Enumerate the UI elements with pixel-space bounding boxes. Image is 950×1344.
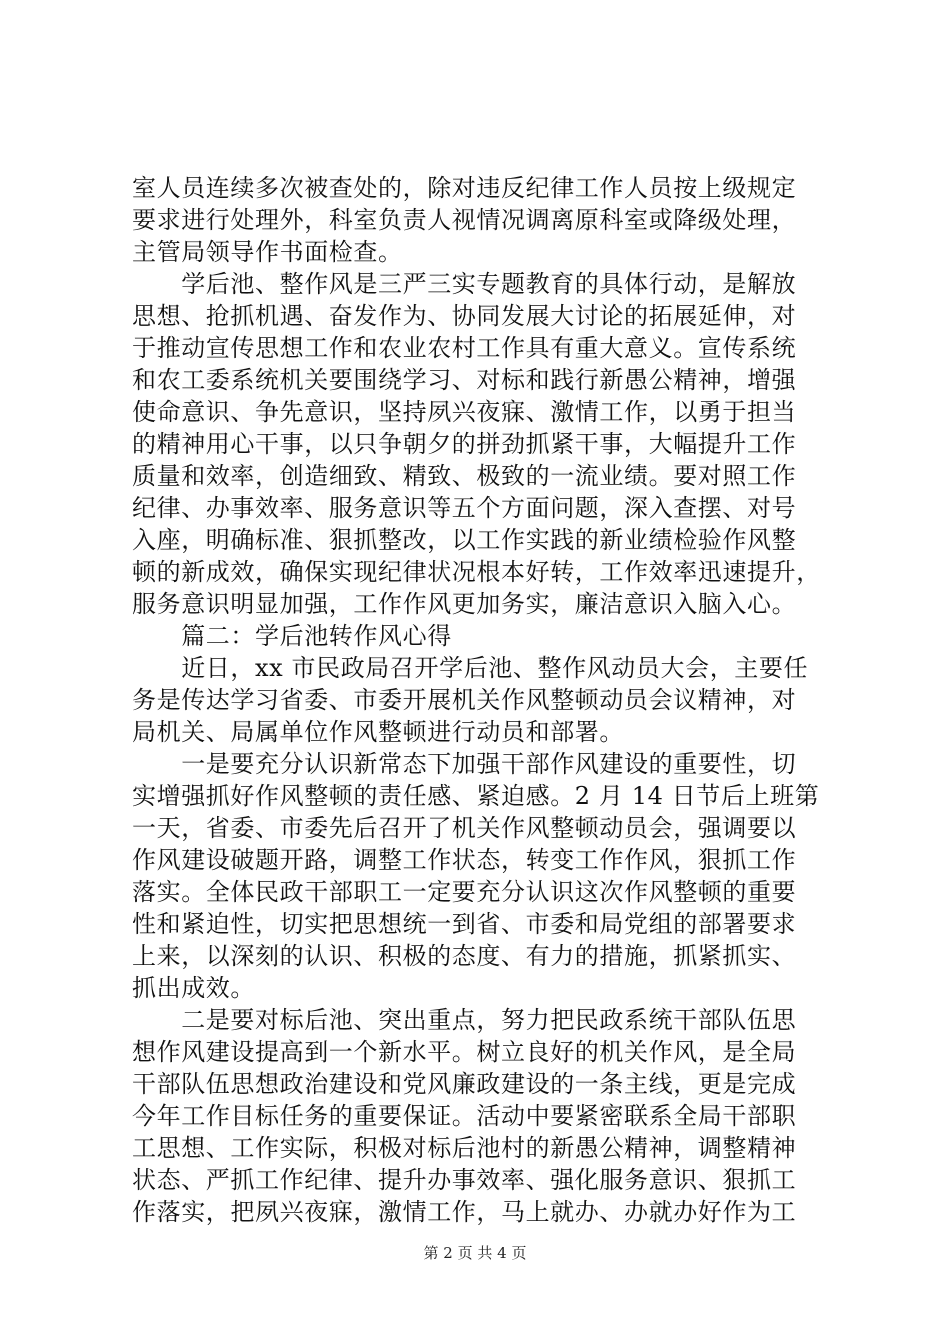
text-line: 于推动宣传思想工作和农业农村工作具有重大意义。宣传系统 [132, 334, 797, 362]
text-line: 的精神用心干事，以只争朝夕的拼劲抓紧干事，大幅提升工作 [132, 430, 797, 458]
text-line: 近日，xx 市民政局召开学后池、整作风动员大会，主要任 [132, 654, 809, 682]
text-line: 和农工委系统机关要围绕学习、对标和践行新愚公精神，增强 [132, 366, 797, 394]
text-line: 落实。全体民政干部职工一定要充分认识这次作风整顿的重要 [132, 878, 797, 906]
text-line: 主管局领导作书面检查。 [132, 238, 403, 266]
text-line: 使命意识、争先意识，坚持夙兴夜寐、激情工作，以勇于担当 [132, 398, 797, 426]
text-line: 质量和效率，创造细致、精致、极致的一流业绩。要对照工作 [132, 462, 797, 490]
text-line: 今年工作目标任务的重要保证。活动中要紧密联系全局干部职 [132, 1102, 797, 1130]
text-line: 性和紧迫性，切实把思想统一到省、市委和局党组的部署要求 [132, 910, 797, 938]
text-line: 室人员连续多次被查处的，除对违反纪律工作人员按上级规定 [132, 174, 797, 202]
text-line: 状态、严抓工作纪律、提升办事效率、强化服务意识、狠抓工 [132, 1166, 797, 1194]
text-line: 上来，以深刻的认识、积极的态度、有力的措施，抓紧抓实、 [132, 942, 797, 970]
text-line: 二是要对标后池、突出重点，努力把民政系统干部队伍思 [132, 1006, 797, 1034]
text-line: 工思想、工作实际，积极对标后池村的新愚公精神，调整精神 [132, 1134, 797, 1162]
text-line: 干部队伍思想政治建设和党风廉政建设的一条主线，更是完成 [132, 1070, 797, 1098]
document-body [132, 172, 832, 1228]
text-line: 抓出成效。 [132, 974, 255, 1002]
text-line: 入座，明确标准、狠抓整改，以工作实践的新业绩检验作风整 [132, 526, 797, 554]
text-line: 作落实，把夙兴夜寐，激情工作，马上就办、办就办好作为工 [132, 1198, 797, 1226]
text-line: 要求进行处理外，科室负责人视情况调离原科室或降级处理， [132, 206, 797, 234]
text-line: 一天，省委、市委先后召开了机关作风整顿动员会，强调要以 [132, 814, 797, 842]
text-line: 局机关、局属单位作风整顿进行动员和部署。 [132, 718, 624, 746]
text-line: 纪律、办事效率、服务意识等五个方面问题，深入查摆、对号 [132, 494, 797, 522]
page-footer [0, 1243, 950, 1263]
text-line: 作风建设破题开路，调整工作状态，转变工作作风，狠抓工作 [132, 846, 797, 874]
text-line: 一是要充分认识新常态下加强干部作风建设的重要性，切 [132, 750, 797, 778]
text-line: 顿的新成效，确保实现纪律状况根本好转，工作效率迅速提升， [132, 558, 821, 586]
text-line: 服务意识明显加强，工作作风更加务实，廉洁意识入脑入心。 [132, 590, 797, 618]
text-line: 实增强抓好作风整顿的责任感、紧迫感。2 月 14 日节后上班第 [132, 782, 820, 810]
text-line: 学后池、整作风是三严三实专题教育的具体行动，是解放 [132, 270, 797, 298]
text-line: 务是传达学习省委、市委开展机关作风整顿动员会议精神，对 [132, 686, 797, 714]
text-line: 思想、抢抓机遇、奋发作为、协同发展大讨论的拓展延伸，对 [132, 302, 797, 330]
page-number-label: 第 2 页 共 4 页 [423, 1244, 527, 1262]
text-line: 想作风建设提高到一个新水平。树立良好的机关作风，是全局 [132, 1038, 797, 1066]
section-heading: 篇二：学后池转作风心得 [132, 622, 452, 650]
